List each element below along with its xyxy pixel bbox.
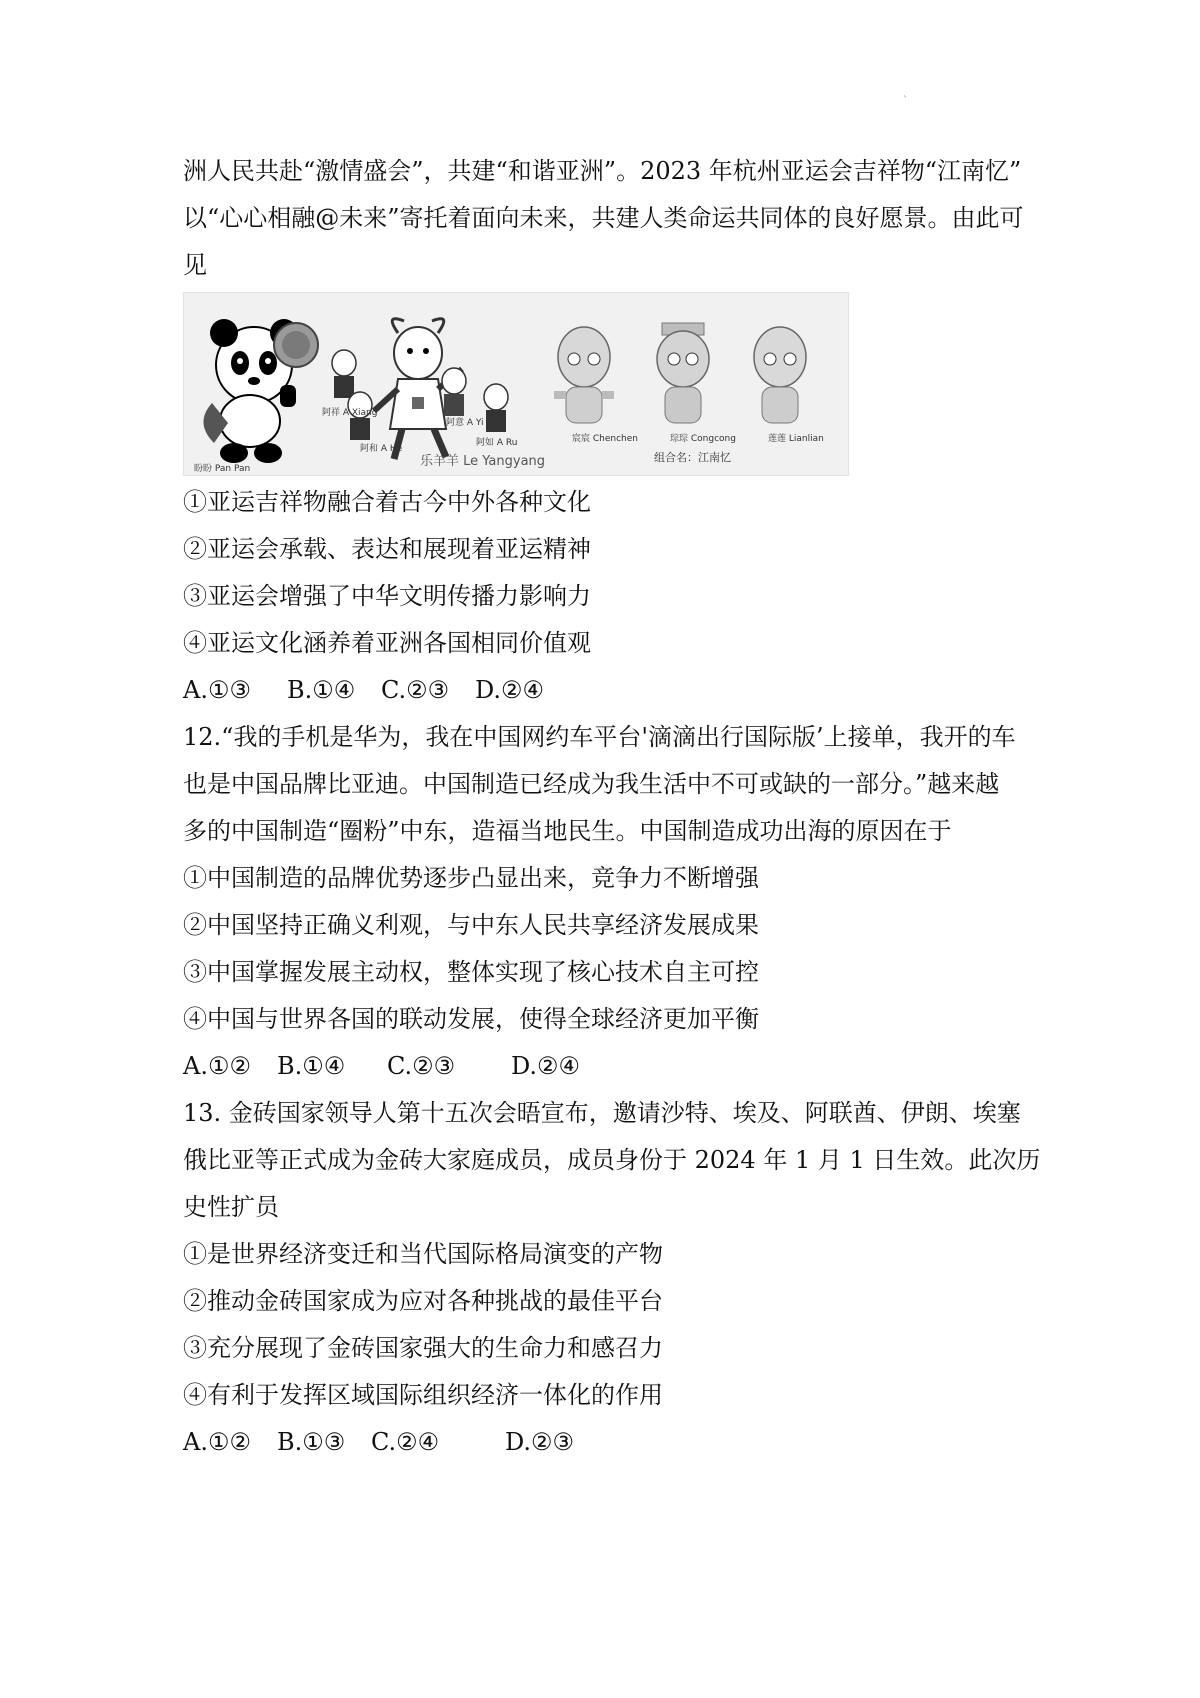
mascot-label-congcong: 琮琮 Congcong — [670, 434, 736, 444]
mascot-label-aru: 阿如 A Ru — [476, 438, 518, 448]
asian-games-mascots-image — [183, 292, 849, 476]
mascot-label-leyangyang: 乐羊羊 Le Yangyang — [420, 454, 546, 469]
q11-stem-line-1: 洲人民共赴“激情盛会”，共建“和谐亚洲”。2023 年杭州亚运会吉祥物“江南忆” — [183, 157, 1022, 185]
q11-statement-4: ④亚运文化涵养着亚洲各国相同价值观 — [183, 629, 591, 657]
q12-stem-line-1: 12.“我的手机是华为，我在中国网约车平台'滴滴出行国际版’上接单，我开的车 — [183, 723, 1016, 751]
q13-option-d[interactable]: D.②③ — [505, 1428, 575, 1456]
q12-statement-1: ①中国制造的品牌优势逐步凸显出来，竞争力不断增强 — [183, 864, 759, 892]
goat-mascots-icon — [322, 319, 545, 469]
q11-statement-2: ②亚运会承载、表达和展现着亚运精神 — [183, 535, 591, 563]
panda-mascot-icon — [203, 319, 318, 463]
mascots-illustration — [184, 293, 848, 475]
q13-stem-line-2: 俄比亚等正式成为金砖大家庭成员，成员身份于 2024 年 1 月 1 日生效。此次历 — [183, 1146, 1041, 1174]
q12-option-d[interactable]: D.②④ — [511, 1052, 581, 1080]
q11-statement-3: ③亚运会增强了中华文明传播力影响力 — [183, 582, 591, 610]
q12-statement-2: ②中国坚持正确义利观，与中东人民共享经济发展成果 — [183, 911, 759, 939]
q13-stem-line-1: 13. 金砖国家领导人第十五次会晤宣布，邀请沙特、埃及、阿联酋、伊朗、埃塞 — [183, 1099, 1021, 1127]
q13-statement-1: ①是世界经济变迁和当代国际格局演变的产物 — [183, 1240, 663, 1268]
q12-option-a[interactable]: A.①② — [183, 1052, 251, 1080]
q13-options — [183, 1427, 574, 1457]
mascot-label-ayi: 阿意 A Yi — [446, 418, 484, 428]
q12-statement-4: ④中国与世界各国的联动发展，使得全球经济更加平衡 — [183, 1005, 759, 1033]
q13-option-a[interactable]: A.①② — [183, 1428, 251, 1456]
q11-statement-1: ①亚运吉祥物融合着古今中外各种文化 — [183, 488, 591, 516]
q12-options — [183, 1051, 580, 1081]
mascot-label-panpan: 盼盼 Pan Pan — [194, 464, 251, 474]
q12-option-c[interactable]: C.②③ — [387, 1052, 456, 1080]
q13-statement-4: ④有利于发挥区域国际组织经济一体化的作用 — [183, 1381, 663, 1409]
q13-statement-2: ②推动金砖国家成为应对各种挑战的最佳平台 — [183, 1287, 663, 1315]
q12-stem-line-2: 也是中国品牌比亚迪。中国制造已经成为我生活中不可或缺的一部分。”越来越 — [183, 770, 1000, 798]
q11-option-d[interactable]: D.②④ — [475, 676, 545, 704]
q13-option-c[interactable]: C.②④ — [371, 1428, 440, 1456]
q11-stem-line-2: 以“心心相融@未来”寄托着面向未来，共建人类命运共同体的良好愿景。由此可 — [183, 204, 1024, 232]
q12-stem-line-3: 多的中国制造“圈粉”中东，造福当地民生。中国制造成功出海的原因在于 — [183, 817, 952, 845]
scan-dot: ` — [903, 96, 908, 107]
q13-option-b[interactable]: B.①③ — [277, 1428, 346, 1456]
mascot-label-axiang: 阿祥 A Xiang — [322, 408, 378, 418]
mascot-label-chenchen: 宸宸 Chenchen — [572, 434, 638, 444]
q13-statement-3: ③充分展现了金砖国家强大的生命力和感召力 — [183, 1334, 663, 1362]
q11-option-b[interactable]: B.①④ — [287, 676, 356, 704]
q11-option-c[interactable]: C.②③ — [381, 676, 450, 704]
q11-option-a[interactable]: A.①③ — [183, 676, 251, 704]
q13-stem-line-3: 史性扩员 — [183, 1193, 279, 1221]
mascot-label-ahe: 阿和 A He — [360, 444, 403, 454]
q11-stem-line-3: 见 — [183, 251, 207, 279]
q12-option-b[interactable]: B.①④ — [277, 1052, 346, 1080]
group-caption: 组合名：江南忆 — [654, 451, 731, 464]
q11-options — [183, 675, 544, 705]
mascot-label-lianlian: 莲莲 Lianlian — [768, 434, 824, 444]
jiangnanyi-mascots-icon — [554, 323, 824, 464]
q12-statement-3: ③中国掌握发展主动权，整体实现了核心技术自主可控 — [183, 958, 759, 986]
